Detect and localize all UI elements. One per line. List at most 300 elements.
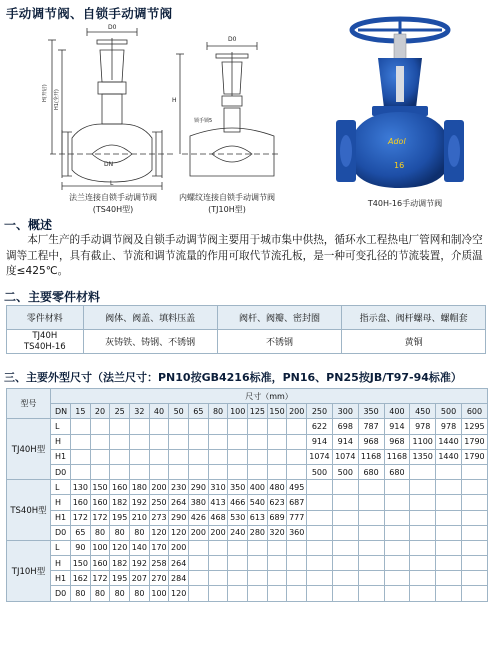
dims-dn-cell: 600 [461,404,487,419]
dims-model-cell: TJ10H型 [7,540,51,601]
dims-row-label: D0 [51,525,71,540]
dims-value-cell [189,556,209,571]
dims-value-cell [208,434,228,449]
dims-row-label: L [51,480,71,495]
dims-dn-cell: 32 [130,404,150,419]
dims-value-cell [130,419,150,434]
dims-row-label: L [51,419,71,434]
dims-dn-cell: 200 [287,404,307,419]
dims-value-cell: 200 [208,525,228,540]
dims-value-cell [384,510,410,525]
dims-value-cell [287,434,307,449]
dims-value-cell: 530 [228,510,248,525]
dims-value-cell [307,510,333,525]
dims-value-cell [436,571,462,586]
section3-heading: 三、主要外型尺寸（法兰尺寸：PN10按GB4216标准，PN16、PN25按JB/T97-94标准） [4,371,462,384]
dims-dn-cell: 20 [90,404,110,419]
dims-value-cell [189,586,209,601]
dims-value-cell [228,449,248,464]
dims-dn-row [7,404,488,419]
dims-dn-cell: 65 [189,404,209,419]
dims-value-cell [384,556,410,571]
dims-value-cell [287,464,307,479]
dims-value-cell [267,540,287,555]
dims-value-cell [410,586,436,601]
dims-value-cell: 172 [90,571,110,586]
dims-value-cell [461,540,487,555]
mid-h-label: H [172,97,177,104]
dims-data-row [7,434,488,449]
dims-value-cell: 160 [71,495,91,510]
dims-value-cell [248,540,268,555]
dims-data-row [7,571,488,586]
dims-value-cell: 140 [130,540,150,555]
dims-value-cell: 914 [384,419,410,434]
dims-value-cell [436,464,462,479]
dims-value-cell: 80 [90,525,110,540]
h-open-label: H(开启) [42,84,48,102]
dims-value-cell: 380 [189,495,209,510]
dims-data-row [7,540,488,555]
dims-value-cell [267,464,287,479]
dims-row-label: H1 [51,510,71,525]
dims-value-cell: 182 [110,495,130,510]
dims-value-cell: 264 [169,495,189,510]
dims-value-cell: 273 [149,510,169,525]
dims-value-cell: 192 [130,556,150,571]
dims-data-row [7,449,488,464]
dims-value-cell [169,434,189,449]
dims-value-cell: 160 [90,556,110,571]
dims-value-cell [149,464,169,479]
dims-value-cell [228,419,248,434]
dims-value-cell [267,586,287,601]
page-title: 手动调节阀、自锁手动调节阀 [6,6,173,21]
dims-value-cell: 150 [71,556,91,571]
dims-value-cell [208,586,228,601]
mid-caption-line2: (TJ10H型) [208,205,246,214]
parts-header-cell: 阀体、阀盖、填料压盖 [83,306,217,330]
dims-value-cell: 150 [90,480,110,495]
dims-value-cell: 1074 [332,449,358,464]
dims-value-cell: 240 [228,525,248,540]
dims-value-cell: 120 [110,540,130,555]
dims-value-cell [189,449,209,464]
l-label: L [110,180,114,187]
photo-caption: T40H-16手动调节阀 [367,199,443,208]
dims-value-cell: 80 [130,525,150,540]
dims-value-cell [248,419,268,434]
dims-value-cell: 80 [110,586,130,601]
dims-value-cell: 687 [287,495,307,510]
left-caption-line1: 法兰连接自锁手动调节阀 [69,193,157,202]
dims-value-cell [461,495,487,510]
dims-value-cell [384,495,410,510]
dims-dn-cell: 125 [248,404,268,419]
dims-row-label: H1 [51,571,71,586]
dims-value-cell [384,525,410,540]
dims-value-cell [384,480,410,495]
dims-value-cell [332,571,358,586]
dims-value-cell [228,540,248,555]
dims-value-cell [358,586,384,601]
dims-value-cell [130,464,150,479]
dims-value-cell [436,556,462,571]
dims-row-label: H1 [51,449,71,464]
dims-dn-cell: 100 [228,404,248,419]
parts-value-row [7,330,486,354]
dims-value-cell: 290 [169,510,189,525]
dims-value-cell [248,449,268,464]
dims-value-cell [71,434,91,449]
dims-value-cell [149,434,169,449]
dims-value-cell: 100 [149,586,169,601]
dims-value-cell: 210 [130,510,150,525]
dims-value-cell [189,540,209,555]
parts-value-cell: 不锈钢 [217,330,342,354]
dims-value-cell: 777 [287,510,307,525]
dims-value-cell [436,480,462,495]
dims-value-cell: 1440 [436,434,462,449]
dims-value-cell [248,556,268,571]
dims-value-cell [332,510,358,525]
dims-dn-cell: 50 [169,404,189,419]
dims-value-cell [358,495,384,510]
dims-value-cell [248,571,268,586]
dims-value-cell [287,419,307,434]
dims-value-cell [307,556,333,571]
dims-dn-cell: 350 [358,404,384,419]
section1-text: 本厂生产的手动调节阀及自锁手动调节阀主要用于城市集中供热，循环水工程热电厂管网和制冷空调等工程中，具有截止、节流和调节流量的作用可取代节流孔板，是一种可变孔径的节流装置，介质温度≤425℃。 [6,234,483,277]
dims-value-cell: 264 [169,556,189,571]
dims-value-cell [332,556,358,571]
dims-value-cell [267,449,287,464]
dims-value-cell: 1074 [307,449,333,464]
dims-value-cell [384,571,410,586]
dims-value-cell [228,434,248,449]
d0-label: D0 [108,24,117,31]
dims-value-cell [461,586,487,601]
dims-value-cell: 80 [110,525,130,540]
dims-value-cell: 80 [71,586,91,601]
dims-value-cell: 500 [307,464,333,479]
parts-header-cell: 零件材料 [7,306,84,330]
dims-value-cell [358,525,384,540]
dims-value-cell [410,525,436,540]
dims-value-cell [436,525,462,540]
dims-value-cell: 978 [410,419,436,434]
dims-value-cell [71,464,91,479]
dims-value-cell: 207 [130,571,150,586]
dims-model-cell: TJ40H型 [7,419,51,480]
dims-value-cell: 100 [90,540,110,555]
dims-value-cell [90,434,110,449]
h1-full-label: H1(全开) [54,89,60,110]
dims-value-cell [332,586,358,601]
dims-value-cell [410,495,436,510]
dims-value-cell [287,556,307,571]
dims-value-cell [110,434,130,449]
dims-value-cell: 80 [130,586,150,601]
dims-value-cell [436,540,462,555]
dims-value-cell [461,464,487,479]
dims-value-cell [461,510,487,525]
dims-value-cell: 613 [248,510,268,525]
dims-value-cell: 1790 [461,449,487,464]
section2-heading: 二、主要零件材料 [4,290,101,304]
dims-value-cell: 400 [248,480,268,495]
dims-value-cell: 280 [248,525,268,540]
dims-data-row [7,510,488,525]
dims-data-row [7,556,488,571]
dims-value-cell [358,540,384,555]
dims-value-cell: 540 [248,495,268,510]
threaded-valve-drawing [172,36,282,186]
dims-value-cell: 120 [149,525,169,540]
dims-value-cell: 698 [332,419,358,434]
dims-value-cell: 284 [169,571,189,586]
dims-value-cell: 1350 [410,449,436,464]
mid-d0-label: D0 [228,36,237,43]
dims-value-cell: 480 [267,480,287,495]
dims-data-row [7,495,488,510]
parts-model-cell [7,330,84,354]
dims-value-cell [248,434,268,449]
dims-data-row [7,525,488,540]
dims-value-cell: 914 [332,434,358,449]
dims-row-label: D0 [51,464,71,479]
dims-model-cell: TS40H型 [7,480,51,541]
dims-value-cell [130,434,150,449]
dims-value-cell: 466 [228,495,248,510]
dims-value-cell [410,464,436,479]
dims-value-cell: 787 [358,419,384,434]
dims-value-cell [189,464,209,479]
dims-value-cell [208,449,228,464]
dims-value-cell [189,571,209,586]
dims-value-cell: 192 [130,495,150,510]
dims-value-cell: 160 [110,480,130,495]
dims-dn-cell: 450 [410,404,436,419]
dims-value-cell: 500 [332,464,358,479]
dims-value-cell: 200 [169,540,189,555]
dims-value-cell: 120 [169,586,189,601]
dims-row-label: H [51,495,71,510]
dims-dn-cell: 25 [110,404,130,419]
dims-row-label: H [51,556,71,571]
dims-value-cell: 182 [110,556,130,571]
dims-value-cell [410,556,436,571]
dims-value-cell: 162 [71,571,91,586]
dims-value-cell [208,540,228,555]
dims-dn-cell: 150 [267,404,287,419]
dims-value-cell [248,586,268,601]
dims-value-cell [410,540,436,555]
dims-data-row [7,480,488,495]
dims-value-cell [248,464,268,479]
dims-value-cell [267,571,287,586]
dims-value-cell [228,571,248,586]
dims-value-cell: 172 [71,510,91,525]
dims-value-cell [90,449,110,464]
dims-value-cell: 270 [149,571,169,586]
dims-dn-cell: 250 [307,404,333,419]
mid-handle-label: 锁手锁5 [194,118,213,124]
dims-value-cell [307,480,333,495]
dims-value-cell: 968 [384,434,410,449]
dims-value-cell [436,510,462,525]
valve-product-image [328,8,478,198]
dims-value-cell [384,586,410,601]
dims-value-cell [332,540,358,555]
dims-value-cell [208,464,228,479]
dims-value-cell: 413 [208,495,228,510]
dims-value-cell: 978 [436,419,462,434]
dims-value-cell: 250 [149,495,169,510]
parts-model-suffix: -16 [51,341,66,352]
dims-value-cell: 130 [71,480,91,495]
dims-model-header: 型号 [7,389,51,419]
dims-value-cell [287,449,307,464]
dims-value-cell: 1100 [410,434,436,449]
dims-value-cell [149,419,169,434]
parts-value-cell: 灰铸铁、铸钢、不锈钢 [83,330,217,354]
dims-value-cell [307,495,333,510]
dims-value-cell: 426 [189,510,209,525]
dims-dn-cell: 40 [149,404,169,419]
dims-value-cell [332,480,358,495]
dims-value-cell: 689 [267,510,287,525]
dims-value-cell [208,571,228,586]
dims-value-cell [410,510,436,525]
dims-value-cell [410,571,436,586]
dims-value-cell [90,464,110,479]
dims-value-cell: 80 [90,586,110,601]
parts-header-cell: 阀杆、阀瓣、密封圈 [217,306,342,330]
dims-value-cell [228,556,248,571]
dims-value-cell [208,556,228,571]
dims-value-cell [110,419,130,434]
dims-value-cell: 172 [90,510,110,525]
dimensions-table [6,388,488,602]
dn-label: DN [104,161,114,168]
dims-value-cell [267,556,287,571]
dims-value-cell [169,419,189,434]
dims-dn-cell: 300 [332,404,358,419]
dims-value-cell [307,525,333,540]
dims-value-cell: 170 [149,540,169,555]
dims-value-cell: 1295 [461,419,487,434]
dims-value-cell [287,540,307,555]
mid-caption-line1: 内螺纹连接自锁手动调节阀 [179,193,275,202]
parts-value-cell: 黄铜 [342,330,486,354]
dims-value-cell: 680 [358,464,384,479]
dims-value-cell [130,449,150,464]
dims-value-cell [461,525,487,540]
dims-value-cell: 360 [287,525,307,540]
dims-value-cell: 680 [384,464,410,479]
dims-value-cell [189,434,209,449]
dims-value-cell: 1440 [436,449,462,464]
dims-value-cell [461,571,487,586]
dims-value-cell [461,480,487,495]
dims-dn-cell: 15 [71,404,91,419]
dims-value-cell [189,419,209,434]
dims-value-cell [228,464,248,479]
dims-dn-label: DN [51,404,71,419]
flanged-valve-drawing [42,20,182,190]
dims-value-cell: 180 [130,480,150,495]
dims-value-cell [436,495,462,510]
dims-value-cell [307,571,333,586]
dims-header-row [7,389,488,404]
dims-value-cell: 1168 [384,449,410,464]
mid-drawing-caption [168,192,286,216]
dims-value-cell [358,480,384,495]
dims-value-cell [267,419,287,434]
dims-value-cell: 90 [71,540,91,555]
dims-value-cell: 65 [71,525,91,540]
dims-value-cell [332,525,358,540]
left-caption-line2: (TS40H型) [92,205,134,214]
dims-value-cell [307,586,333,601]
dims-value-cell: 320 [267,525,287,540]
dims-data-row [7,419,488,434]
dims-value-cell: 495 [287,480,307,495]
dims-value-cell [149,449,169,464]
dims-value-cell: 310 [208,480,228,495]
dims-unit-header: 尺寸（mm） [51,389,488,404]
dims-value-cell [267,434,287,449]
dims-value-cell: 258 [149,556,169,571]
dims-value-cell: 350 [228,480,248,495]
dims-value-cell [307,540,333,555]
dims-value-cell: 195 [110,571,130,586]
dims-value-cell: 160 [90,495,110,510]
parts-header-cell: 指示盘、阀杆螺母、螺帽套 [342,306,486,330]
dims-value-cell: 1790 [461,434,487,449]
left-drawing-caption [40,192,186,216]
dims-value-cell [208,419,228,434]
dims-row-label: H [51,434,71,449]
dims-value-cell: 914 [307,434,333,449]
dims-value-cell [332,495,358,510]
dims-value-cell: 200 [189,525,209,540]
dims-value-cell [461,556,487,571]
dims-dn-cell: 500 [436,404,462,419]
dims-value-cell: 468 [208,510,228,525]
dims-value-cell: 200 [149,480,169,495]
dims-value-cell [90,419,110,434]
dims-value-cell [436,586,462,601]
dims-value-cell: 623 [267,495,287,510]
photo-num-text: 16 [394,161,405,170]
dims-value-cell [358,571,384,586]
dims-value-cell [169,464,189,479]
dims-value-cell: 290 [189,480,209,495]
dims-value-cell [410,480,436,495]
dims-value-cell: 120 [169,525,189,540]
dims-value-cell [71,419,91,434]
dims-row-label: L [51,540,71,555]
dims-value-cell [110,464,130,479]
dims-data-row [7,586,488,601]
dims-value-cell: 230 [169,480,189,495]
dims-value-cell [287,571,307,586]
dims-value-cell: 622 [307,419,333,434]
parts-material-table [6,305,486,354]
dims-data-row [7,464,488,479]
